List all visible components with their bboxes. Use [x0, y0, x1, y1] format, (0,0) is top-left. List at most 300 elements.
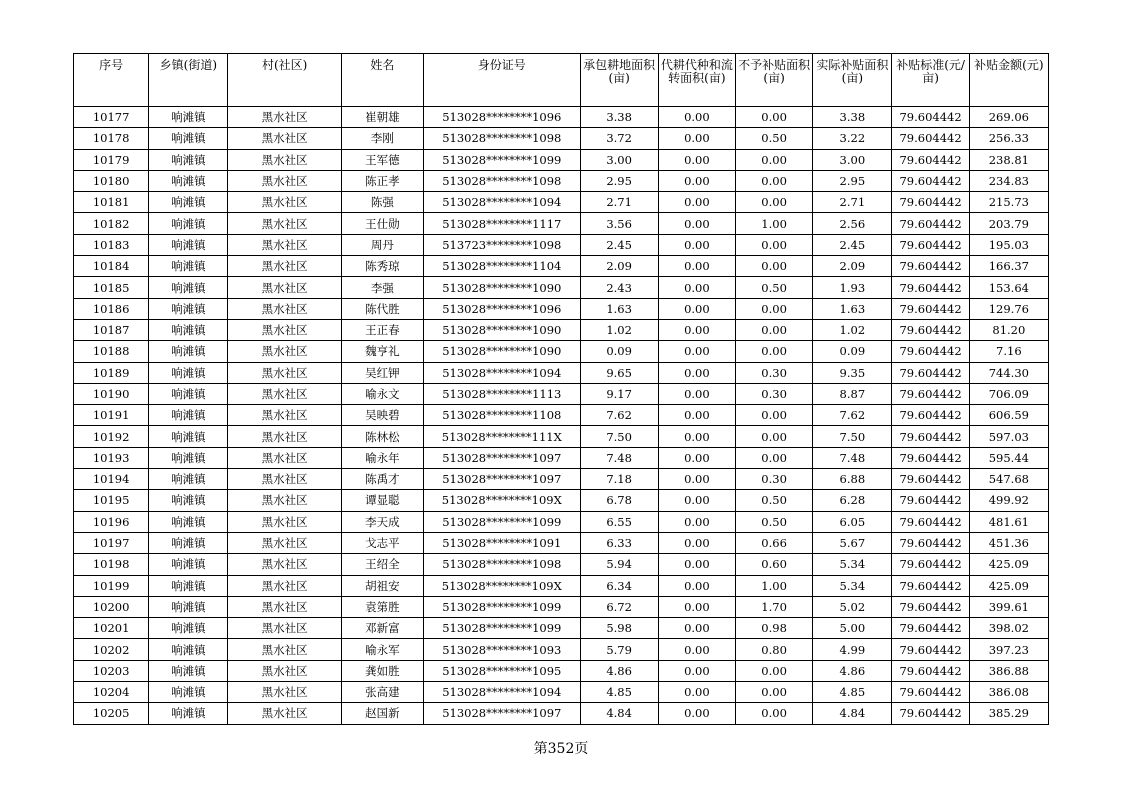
- table-cell: 513723********1098: [424, 234, 580, 255]
- table-cell: 79.604442: [892, 383, 969, 404]
- table-cell: 0.50: [735, 490, 812, 511]
- table-cell: 6.88: [813, 469, 892, 490]
- table-cell: 79.604442: [892, 405, 969, 426]
- header-cell: 序号: [74, 54, 149, 107]
- table-cell: 0.30: [735, 362, 812, 383]
- table-cell: 1.63: [813, 298, 892, 319]
- table-cell: 0.00: [735, 107, 812, 128]
- table-cell: 陈林松: [341, 426, 423, 447]
- table-cell: 0.00: [658, 575, 735, 596]
- table-cell: 7.16: [969, 341, 1048, 362]
- table-cell: 0.00: [658, 149, 735, 170]
- table-cell: 陈禹才: [341, 469, 423, 490]
- table-cell: 0.00: [658, 405, 735, 426]
- table-cell: 2.09: [580, 256, 658, 277]
- table-cell: 7.18: [580, 469, 658, 490]
- table-cell: 513028********1094: [424, 192, 580, 213]
- table-cell: 0.00: [735, 256, 812, 277]
- table-cell: 79.604442: [892, 490, 969, 511]
- table-cell: 513028********1094: [424, 682, 580, 703]
- table-cell: 269.06: [969, 107, 1048, 128]
- table-cell: 7.48: [580, 447, 658, 468]
- table-cell: 744.30: [969, 362, 1048, 383]
- table-cell: 597.03: [969, 426, 1048, 447]
- table-row: [74, 277, 1049, 298]
- table-cell: 386.88: [969, 660, 1048, 681]
- table-cell: 425.09: [969, 554, 1048, 575]
- table-cell: 79.604442: [892, 362, 969, 383]
- table-cell: 425.09: [969, 575, 1048, 596]
- table-cell: 响滩镇: [149, 107, 228, 128]
- table-cell: 513028********109X: [424, 490, 580, 511]
- table-cell: 513028********1099: [424, 618, 580, 639]
- table-cell: 0.00: [658, 532, 735, 553]
- table-cell: 706.09: [969, 383, 1048, 404]
- table-cell: 响滩镇: [149, 234, 228, 255]
- table-cell: 10178: [74, 128, 149, 149]
- table-cell: 195.03: [969, 234, 1048, 255]
- table-cell: 2.71: [580, 192, 658, 213]
- table-cell: 10184: [74, 256, 149, 277]
- table-cell: 79.604442: [892, 149, 969, 170]
- table-cell: 黑水社区: [228, 128, 341, 149]
- table-cell: 513028********1090: [424, 319, 580, 340]
- table-cell: 513028********1099: [424, 149, 580, 170]
- table-cell: 0.00: [735, 405, 812, 426]
- table-cell: 10203: [74, 660, 149, 681]
- table-cell: 0.00: [658, 192, 735, 213]
- table-cell: 481.61: [969, 511, 1048, 532]
- table-cell: 0.00: [658, 682, 735, 703]
- table-cell: 2.09: [813, 256, 892, 277]
- header-cell: 乡镇(街道): [149, 54, 228, 107]
- table-cell: 响滩镇: [149, 277, 228, 298]
- table-row: [74, 490, 1049, 511]
- table-cell: 0.00: [658, 341, 735, 362]
- table-cell: 3.22: [813, 128, 892, 149]
- table-cell: 10189: [74, 362, 149, 383]
- table-cell: 0.00: [658, 362, 735, 383]
- table-cell: 0.66: [735, 532, 812, 553]
- table-cell: 0.00: [658, 319, 735, 340]
- table-cell: 513028********1094: [424, 362, 580, 383]
- table-cell: 邓新富: [341, 618, 423, 639]
- table-cell: 响滩镇: [149, 192, 228, 213]
- table-cell: 4.86: [813, 660, 892, 681]
- table-cell: 513028********1098: [424, 170, 580, 191]
- table-cell: 0.80: [735, 639, 812, 660]
- table-row: [74, 341, 1049, 362]
- table-cell: 385.29: [969, 703, 1048, 724]
- table-cell: 9.17: [580, 383, 658, 404]
- table-cell: 513028********1090: [424, 277, 580, 298]
- table-row: [74, 107, 1049, 128]
- table-cell: 1.93: [813, 277, 892, 298]
- table-cell: 0.00: [735, 703, 812, 724]
- table-cell: 响滩镇: [149, 383, 228, 404]
- table-cell: 0.00: [658, 554, 735, 575]
- table-row: [74, 596, 1049, 617]
- table-cell: 10180: [74, 170, 149, 191]
- table-cell: 0.00: [735, 341, 812, 362]
- table-cell: 513028********1099: [424, 596, 580, 617]
- table-cell: 1.00: [735, 575, 812, 596]
- table-cell: 10197: [74, 532, 149, 553]
- table-cell: 0.00: [735, 192, 812, 213]
- table-cell: 2.43: [580, 277, 658, 298]
- table-cell: 10200: [74, 596, 149, 617]
- table-cell: 2.95: [580, 170, 658, 191]
- header-cell: 代耕代种和流转面积(亩): [658, 54, 735, 107]
- table-cell: 513028********1097: [424, 703, 580, 724]
- table-cell: 513028********1108: [424, 405, 580, 426]
- table-cell: 10177: [74, 107, 149, 128]
- table-cell: 响滩镇: [149, 213, 228, 234]
- table-cell: 0.09: [813, 341, 892, 362]
- table-cell: 7.62: [580, 405, 658, 426]
- table-cell: 李强: [341, 277, 423, 298]
- table-cell: 7.50: [813, 426, 892, 447]
- table-cell: 响滩镇: [149, 532, 228, 553]
- table-cell: 153.64: [969, 277, 1048, 298]
- table-cell: 1.00: [735, 213, 812, 234]
- table-cell: 李天成: [341, 511, 423, 532]
- table-row: [74, 128, 1049, 149]
- table-cell: 6.05: [813, 511, 892, 532]
- table-cell: 0.00: [658, 703, 735, 724]
- table-cell: 5.02: [813, 596, 892, 617]
- table-cell: 10196: [74, 511, 149, 532]
- table-cell: 黑水社区: [228, 192, 341, 213]
- table-cell: 2.71: [813, 192, 892, 213]
- table-cell: 0.00: [735, 660, 812, 681]
- table-cell: 7.62: [813, 405, 892, 426]
- table-cell: 238.81: [969, 149, 1048, 170]
- table-cell: 79.604442: [892, 554, 969, 575]
- table-row: [74, 532, 1049, 553]
- table-cell: 10191: [74, 405, 149, 426]
- table-cell: 2.45: [580, 234, 658, 255]
- table-cell: 2.45: [813, 234, 892, 255]
- header-cell: 补贴金额(元): [969, 54, 1048, 107]
- table-cell: 10199: [74, 575, 149, 596]
- table-cell: 黑水社区: [228, 341, 341, 362]
- table-cell: 399.61: [969, 596, 1048, 617]
- table-cell: 陈正孝: [341, 170, 423, 191]
- table-cell: 513028********1097: [424, 447, 580, 468]
- table-cell: 黑水社区: [228, 426, 341, 447]
- table-cell: 3.38: [813, 107, 892, 128]
- table-cell: 响滩镇: [149, 426, 228, 447]
- table-cell: 6.28: [813, 490, 892, 511]
- table-cell: 响滩镇: [149, 490, 228, 511]
- table-cell: 0.00: [735, 149, 812, 170]
- table-row: [74, 362, 1049, 383]
- table-cell: 0.00: [658, 213, 735, 234]
- table-row: [74, 469, 1049, 490]
- table-row: [74, 405, 1049, 426]
- table-cell: 响滩镇: [149, 298, 228, 319]
- table-cell: 响滩镇: [149, 362, 228, 383]
- table-cell: 9.65: [580, 362, 658, 383]
- table-cell: 513028********1096: [424, 298, 580, 319]
- header-cell: 实际补贴面积(亩): [813, 54, 892, 107]
- table-row: [74, 149, 1049, 170]
- table-cell: 黑水社区: [228, 319, 341, 340]
- table-cell: 79.604442: [892, 426, 969, 447]
- table-cell: 王绍全: [341, 554, 423, 575]
- table-cell: 0.00: [735, 319, 812, 340]
- table-cell: 王正春: [341, 319, 423, 340]
- table-cell: 响滩镇: [149, 341, 228, 362]
- table-cell: 166.37: [969, 256, 1048, 277]
- table-cell: 513028********1099: [424, 511, 580, 532]
- table-cell: 79.604442: [892, 575, 969, 596]
- table-row: [74, 298, 1049, 319]
- table-cell: 黑水社区: [228, 213, 341, 234]
- table-cell: 黑水社区: [228, 532, 341, 553]
- table-cell: 响滩镇: [149, 128, 228, 149]
- table-cell: 崔朝雄: [341, 107, 423, 128]
- table-cell: 吴红钾: [341, 362, 423, 383]
- table-cell: 响滩镇: [149, 639, 228, 660]
- table-cell: 黑水社区: [228, 596, 341, 617]
- table-cell: 李刚: [341, 128, 423, 149]
- table-cell: 0.00: [658, 447, 735, 468]
- table-cell: 595.44: [969, 447, 1048, 468]
- table-cell: 0.00: [735, 234, 812, 255]
- table-cell: 79.604442: [892, 511, 969, 532]
- table-cell: 响滩镇: [149, 319, 228, 340]
- table-cell: 龚如胜: [341, 660, 423, 681]
- table-cell: 79.604442: [892, 682, 969, 703]
- table-cell: 79.604442: [892, 596, 969, 617]
- table-cell: 79.604442: [892, 319, 969, 340]
- table-cell: 10193: [74, 447, 149, 468]
- header-cell: 补贴标准(元/亩): [892, 54, 969, 107]
- table-cell: 0.00: [658, 128, 735, 149]
- table-row: [74, 383, 1049, 404]
- table-cell: 79.604442: [892, 532, 969, 553]
- table-cell: 谭显聪: [341, 490, 423, 511]
- table-cell: 3.00: [580, 149, 658, 170]
- table-cell: 1.02: [813, 319, 892, 340]
- table-row: [74, 682, 1049, 703]
- table-row: [74, 639, 1049, 660]
- table-cell: 黑水社区: [228, 277, 341, 298]
- table-cell: 0.00: [658, 256, 735, 277]
- table-cell: 王仕勋: [341, 213, 423, 234]
- table-cell: 陈秀琼: [341, 256, 423, 277]
- table-cell: 10202: [74, 639, 149, 660]
- table-cell: 9.35: [813, 362, 892, 383]
- table-row: [74, 447, 1049, 468]
- table-cell: 79.604442: [892, 703, 969, 724]
- table-header-row: [74, 54, 1049, 107]
- table-cell: 0.50: [735, 128, 812, 149]
- table-cell: 10205: [74, 703, 149, 724]
- table-cell: 0.00: [735, 682, 812, 703]
- table-cell: 397.23: [969, 639, 1048, 660]
- table-cell: 黑水社区: [228, 490, 341, 511]
- table-row: [74, 234, 1049, 255]
- table-cell: 513028********1090: [424, 341, 580, 362]
- table-cell: 6.33: [580, 532, 658, 553]
- table-cell: 5.79: [580, 639, 658, 660]
- table-cell: 513028********1097: [424, 469, 580, 490]
- table-cell: 10204: [74, 682, 149, 703]
- table-cell: 王军德: [341, 149, 423, 170]
- table-cell: 0.09: [580, 341, 658, 362]
- table-cell: 215.73: [969, 192, 1048, 213]
- table-cell: 10194: [74, 469, 149, 490]
- table-cell: 4.84: [813, 703, 892, 724]
- table-cell: 0.00: [658, 596, 735, 617]
- table-row: [74, 192, 1049, 213]
- table-cell: 0.00: [735, 170, 812, 191]
- table-cell: 1.63: [580, 298, 658, 319]
- table-cell: 响滩镇: [149, 618, 228, 639]
- table-cell: 10201: [74, 618, 149, 639]
- table-cell: 响滩镇: [149, 256, 228, 277]
- table-cell: 0.60: [735, 554, 812, 575]
- table-cell: 2.56: [813, 213, 892, 234]
- table-cell: 0.30: [735, 383, 812, 404]
- table-cell: 黑水社区: [228, 447, 341, 468]
- table-cell: 0.98: [735, 618, 812, 639]
- table-cell: 81.20: [969, 319, 1048, 340]
- table-cell: 0.00: [658, 298, 735, 319]
- table-row: [74, 703, 1049, 724]
- table-cell: 赵国新: [341, 703, 423, 724]
- table-cell: 0.30: [735, 469, 812, 490]
- table-row: [74, 213, 1049, 234]
- table-cell: 黑水社区: [228, 405, 341, 426]
- header-cell: 村(社区): [228, 54, 341, 107]
- table-cell: 3.38: [580, 107, 658, 128]
- header-cell: 承包耕地面积(亩): [580, 54, 658, 107]
- table-cell: 5.98: [580, 618, 658, 639]
- table-cell: 79.604442: [892, 170, 969, 191]
- page-number: 第352页: [533, 741, 589, 757]
- table-cell: 0.00: [658, 660, 735, 681]
- table-cell: 黑水社区: [228, 639, 341, 660]
- table-cell: 79.604442: [892, 639, 969, 660]
- table-cell: 响滩镇: [149, 682, 228, 703]
- table-cell: 129.76: [969, 298, 1048, 319]
- table-cell: 胡祖安: [341, 575, 423, 596]
- table-cell: 513028********1095: [424, 660, 580, 681]
- table-cell: 513028********1096: [424, 107, 580, 128]
- table-cell: 0.00: [658, 277, 735, 298]
- table-cell: 0.50: [735, 277, 812, 298]
- table-cell: 234.83: [969, 170, 1048, 191]
- table-cell: 响滩镇: [149, 405, 228, 426]
- table-cell: 黑水社区: [228, 618, 341, 639]
- table-cell: 6.55: [580, 511, 658, 532]
- table-row: [74, 319, 1049, 340]
- table-cell: 6.72: [580, 596, 658, 617]
- table-cell: 响滩镇: [149, 447, 228, 468]
- table-cell: 响滩镇: [149, 149, 228, 170]
- table-cell: 10182: [74, 213, 149, 234]
- table-cell: 513028********1091: [424, 532, 580, 553]
- table-cell: 黑水社区: [228, 149, 341, 170]
- table-row: [74, 618, 1049, 639]
- table-cell: 10181: [74, 192, 149, 213]
- table-cell: 黑水社区: [228, 298, 341, 319]
- table-cell: 0.00: [658, 511, 735, 532]
- table-cell: 0.00: [735, 298, 812, 319]
- table-row: [74, 426, 1049, 447]
- table-cell: 4.85: [813, 682, 892, 703]
- table-cell: 0.50: [735, 511, 812, 532]
- table-row: [74, 511, 1049, 532]
- table-cell: 10186: [74, 298, 149, 319]
- table-cell: 0.00: [658, 383, 735, 404]
- table-cell: 8.87: [813, 383, 892, 404]
- table-cell: 响滩镇: [149, 170, 228, 191]
- table-cell: 5.34: [813, 554, 892, 575]
- table-cell: 79.604442: [892, 256, 969, 277]
- table-row: [74, 554, 1049, 575]
- table-cell: 周丹: [341, 234, 423, 255]
- table-row: [74, 660, 1049, 681]
- table-cell: 0.00: [658, 426, 735, 447]
- table-cell: 513028********1117: [424, 213, 580, 234]
- table-row: [74, 256, 1049, 277]
- table-cell: 79.604442: [892, 277, 969, 298]
- table-cell: 79.604442: [892, 213, 969, 234]
- table-cell: 戈志平: [341, 532, 423, 553]
- table-cell: 10195: [74, 490, 149, 511]
- table-cell: 黑水社区: [228, 234, 341, 255]
- table-cell: 张高建: [341, 682, 423, 703]
- table-cell: 袁第胜: [341, 596, 423, 617]
- table-cell: 响滩镇: [149, 703, 228, 724]
- table-cell: 黑水社区: [228, 511, 341, 532]
- table-cell: 513028********1093: [424, 639, 580, 660]
- table-cell: 4.84: [580, 703, 658, 724]
- header-cell: 姓名: [341, 54, 423, 107]
- table-cell: 79.604442: [892, 107, 969, 128]
- table-cell: 10187: [74, 319, 149, 340]
- table-cell: 10183: [74, 234, 149, 255]
- table-cell: 10188: [74, 341, 149, 362]
- table-cell: 黑水社区: [228, 703, 341, 724]
- table-cell: 陈强: [341, 192, 423, 213]
- table-cell: 黑水社区: [228, 469, 341, 490]
- table-cell: 4.86: [580, 660, 658, 681]
- table-cell: 79.604442: [892, 192, 969, 213]
- header-cell: 身份证号: [424, 54, 580, 107]
- table-cell: 5.94: [580, 554, 658, 575]
- table-cell: 451.36: [969, 532, 1048, 553]
- table-cell: 398.02: [969, 618, 1048, 639]
- table-cell: 3.72: [580, 128, 658, 149]
- table-cell: 0.00: [658, 234, 735, 255]
- table-cell: 79.604442: [892, 469, 969, 490]
- table-cell: 2.95: [813, 170, 892, 191]
- table-cell: 10192: [74, 426, 149, 447]
- table-cell: 黑水社区: [228, 256, 341, 277]
- table-cell: 黑水社区: [228, 383, 341, 404]
- table-cell: 0.00: [658, 618, 735, 639]
- table-cell: 黑水社区: [228, 170, 341, 191]
- table-cell: 6.78: [580, 490, 658, 511]
- table-cell: 513028********1098: [424, 554, 580, 575]
- table-cell: 响滩镇: [149, 575, 228, 596]
